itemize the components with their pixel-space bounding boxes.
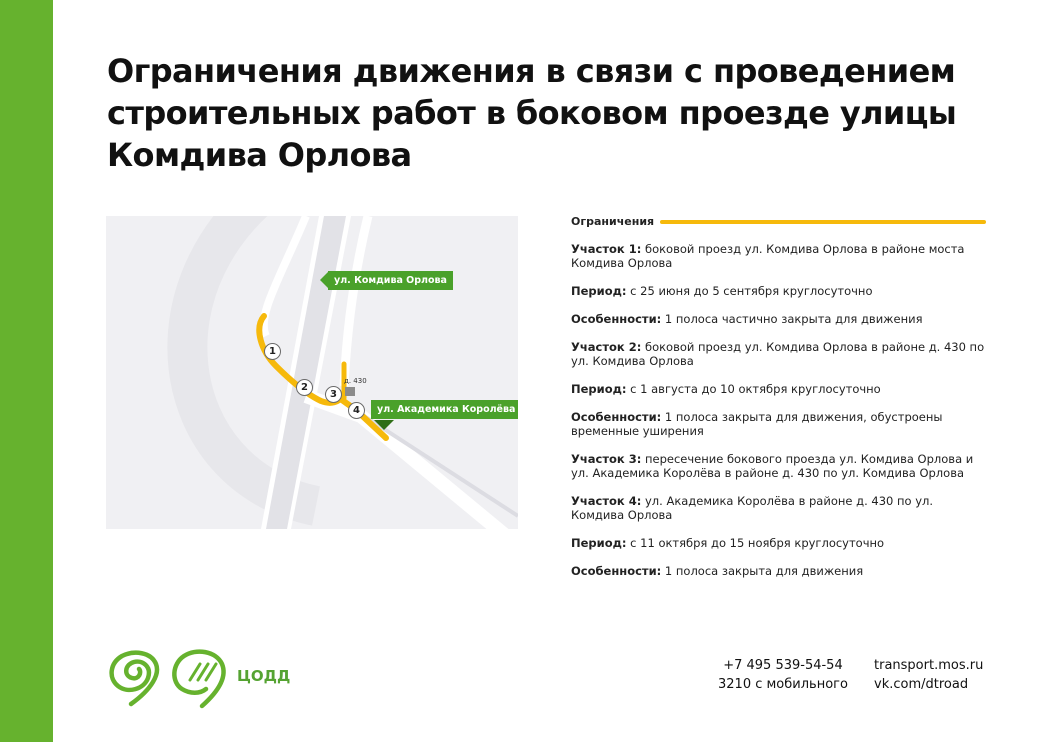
brand-side-bar [0,0,53,742]
section-pin-1[interactable]: 1 [264,343,281,360]
street-label-akademika-koroleva: ул. Академика Королёва [371,400,518,419]
item-key: Участок 2: [571,340,642,354]
title-line-3: Комдива Орлова [107,136,412,174]
restrictions-panel [571,215,986,592]
map-roads [106,216,518,529]
codd-logo-icon [174,652,223,706]
item-value: с 25 июня до 5 сентября круглосуточно [626,284,873,298]
restriction-item [571,410,986,438]
item-key: Особенности: [571,312,662,326]
item-key: Период: [571,536,627,550]
item-value: 1 полоса закрыта для движения, обустроены временные уширения [571,410,943,438]
item-key: Участок 4: [571,494,642,508]
restriction-item [571,242,986,270]
heading-accent-line [660,220,986,224]
house-label: д. 430 [344,377,367,385]
restrictions-heading-text: Ограничения [571,215,655,228]
restriction-item [571,340,986,368]
vk-link[interactable]: vk.com/dtroad [874,677,969,692]
restriction-item [571,382,986,396]
phone-number[interactable]: +7 495 539-54-54 [723,658,843,673]
item-value: ул. Академика Королёва в районе д. 430 по ул. Комдива Орлова [571,494,934,522]
street-label-komdiva-orlova: ул. Комдива Орлова [328,271,453,290]
title-line-1: Ограничения движения в связи с проведением [107,52,956,90]
item-value: с 1 августа до 10 октября круглосуточно [626,382,881,396]
page-title [107,50,1037,176]
web-contacts [874,656,983,694]
moscow-transport-logo-icon [112,653,157,704]
item-key: Участок 3: [571,452,642,466]
house-marker [345,387,355,396]
restriction-item [571,494,986,522]
phone-contacts [718,656,848,694]
section-pin-4[interactable]: 4 [348,402,365,419]
item-value: пересечение бокового проезда ул. Комдива Орлова и ул. Академика Королёва в районе д. 430 по ул. Комдива Орлова [571,452,974,480]
org-name: ЦОДД [237,667,291,685]
footer-logos [104,644,234,718]
title-line-2: строительных работ в боковом проезде улицы [107,94,957,132]
item-value: 1 полоса частично закрыта для движения [661,312,923,326]
restriction-item [571,564,986,578]
item-key: Период: [571,284,627,298]
restriction-item [571,284,986,298]
item-value: боковой проезд ул. Комдива Орлова в районе д. 430 по ул. Комдива Орлова [571,340,985,368]
section-pin-3[interactable]: 3 [325,386,342,403]
mobile-short-number[interactable]: 3210 с мобильного [718,677,848,692]
restriction-item [571,452,986,480]
item-key: Особенности: [571,410,662,424]
item-key: Период: [571,382,627,396]
item-key: Особенности: [571,564,662,578]
item-value: с 11 октября до 15 ноября круглосуточно [626,536,885,550]
restriction-item [571,312,986,326]
restrictions-heading [571,215,986,229]
map[interactable] [106,216,518,529]
section-pin-2[interactable]: 2 [296,379,313,396]
restriction-item [571,536,986,550]
item-key: Участок 1: [571,242,642,256]
item-value: 1 полоса закрыта для движения [661,564,864,578]
website-link[interactable]: transport.mos.ru [874,658,984,673]
item-value: боковой проезд ул. Комдива Орлова в районе моста Комдива Орлова [571,242,965,270]
